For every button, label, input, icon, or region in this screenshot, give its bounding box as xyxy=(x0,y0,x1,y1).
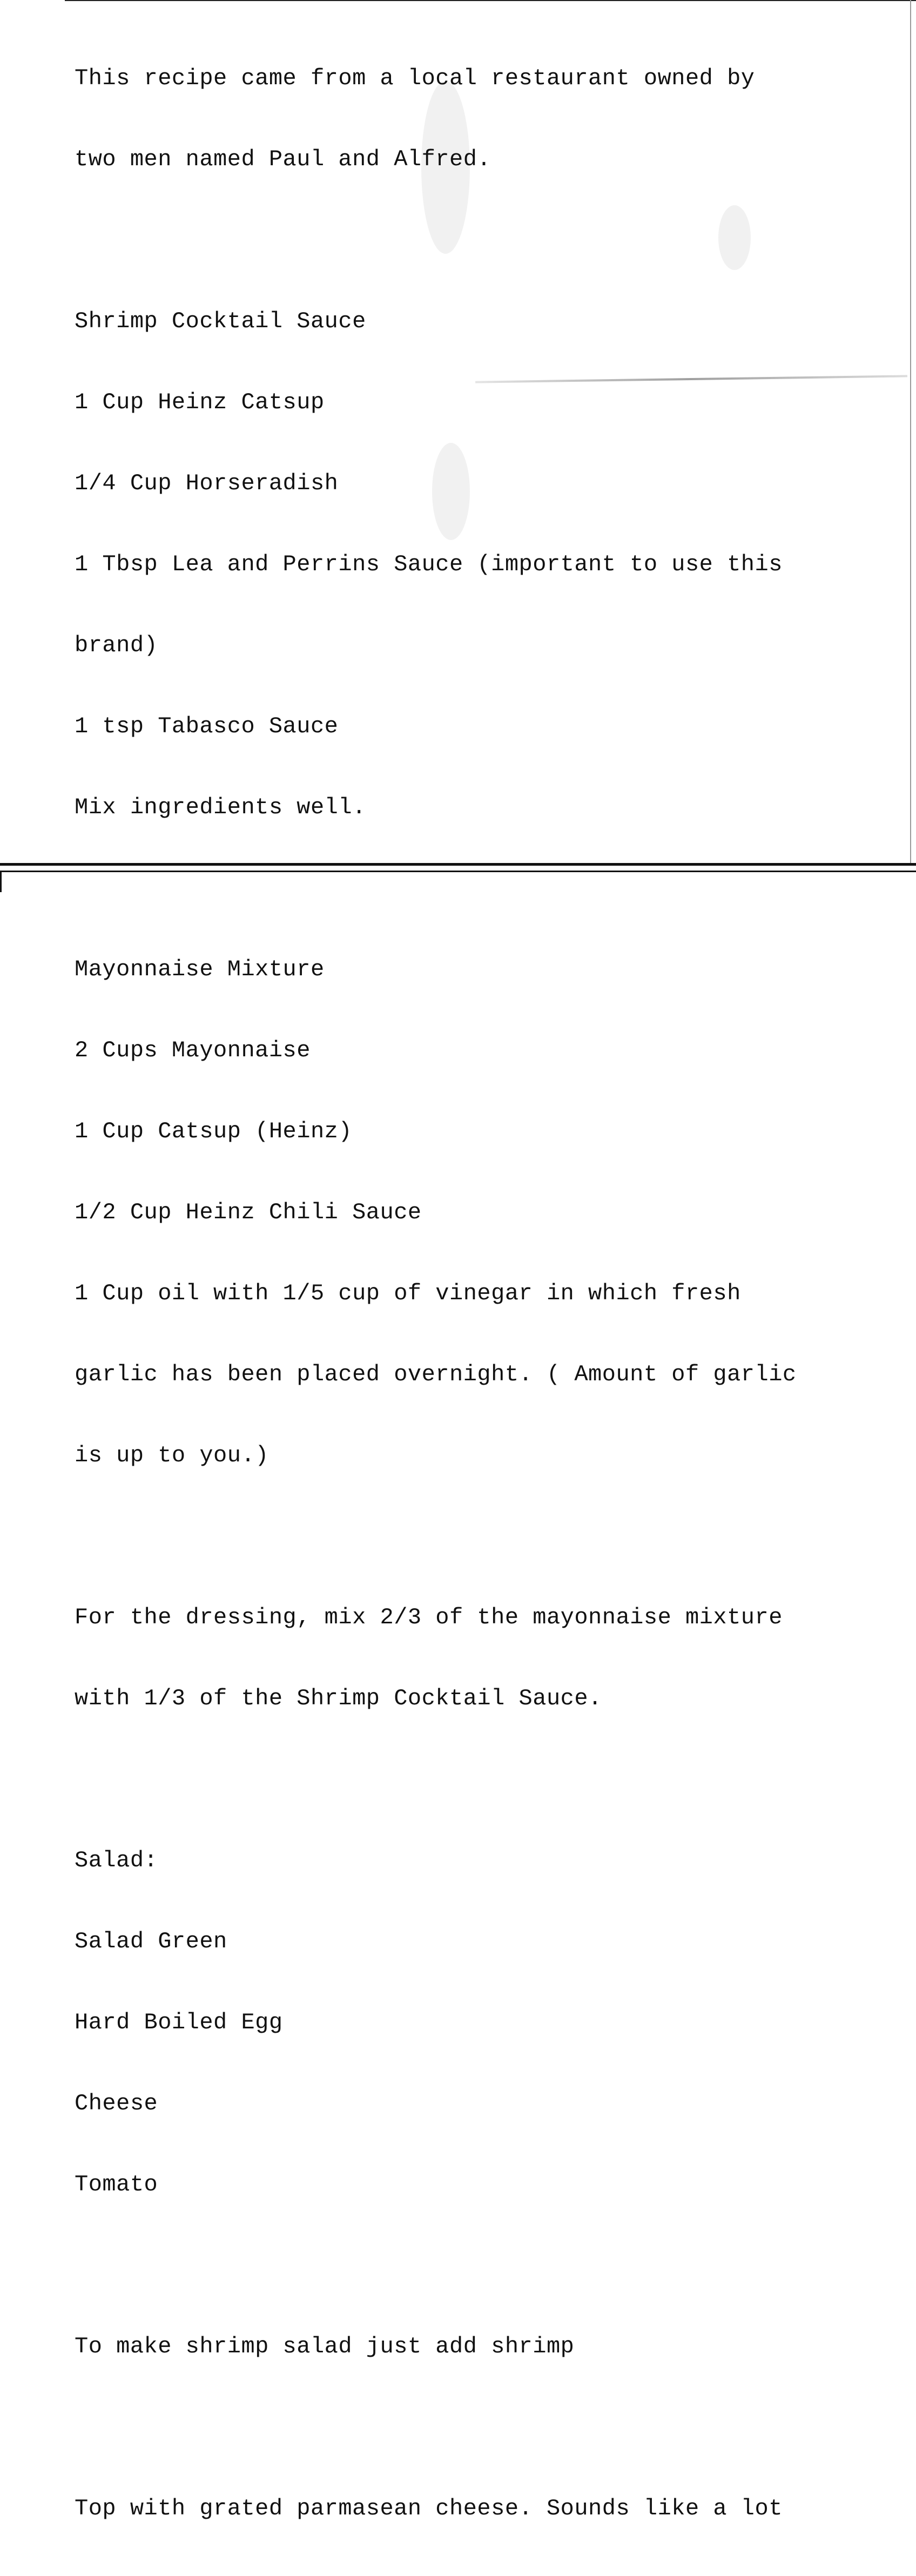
instruction-line: To make shrimp salad just add shrimp xyxy=(75,2334,575,2359)
scan-right-edge xyxy=(910,0,911,864)
text-line: two men named Paul and Alfred. xyxy=(75,146,491,172)
ingredient-line: brand) xyxy=(75,632,158,658)
ingredient-line: garlic has been placed overnight. ( Amount of garlic xyxy=(75,1361,797,1387)
section-heading-shrimp-cocktail-sauce: Shrimp Cocktail Sauce xyxy=(75,308,366,334)
blank-line xyxy=(75,227,852,254)
ingredient-line: 1/4 Cup Horseradish xyxy=(75,470,339,496)
ingredient-line: 1 Cup Heinz Catsup xyxy=(75,389,325,415)
blank-line xyxy=(75,1523,852,1550)
ingredient-line: 1 Cup oil with 1/5 cup of vinegar in which fresh xyxy=(75,1280,741,1306)
text-line: This recipe came from a local restaurant owned by xyxy=(75,65,755,91)
ingredient-line: Cheese xyxy=(75,2091,158,2116)
ingredient-line: Hard Boiled Egg xyxy=(75,2009,283,2035)
ingredient-line: 1/2 Cup Heinz Chili Sauce xyxy=(75,1199,422,1225)
instruction-line: For the dressing, mix 2/3 of the mayonnaise mixture xyxy=(75,1604,783,1630)
ingredient-line: 2 Cups Mayonnaise xyxy=(75,1037,311,1063)
scan-top-edge xyxy=(65,0,916,1)
blank-line xyxy=(75,2414,852,2441)
ingredient-line: 1 Tbsp Lea and Perrins Sauce (important to use this xyxy=(75,551,783,577)
ingredient-line: 1 Cup Catsup (Heinz) xyxy=(75,1118,353,1144)
blank-line xyxy=(75,2252,852,2279)
blank-line xyxy=(75,1766,852,1793)
next-page-edge xyxy=(0,871,916,892)
ingredient-line: Salad Green xyxy=(75,1928,227,1954)
recipe-text xyxy=(75,11,852,2576)
ingredient-line: is up to you.) xyxy=(75,1442,269,1468)
scan-bottom-edge xyxy=(0,863,916,866)
section-heading-salad: Salad: xyxy=(75,1847,158,1873)
ingredient-line: 1 tsp Tabasco Sauce xyxy=(75,713,339,739)
section-heading-mayonnaise-mixture: Mayonnaise Mixture xyxy=(75,956,325,982)
ingredient-line: Tomato xyxy=(75,2172,158,2197)
instruction-line: Top with grated parmasean cheese. Sounds like a lot xyxy=(75,2496,783,2521)
instruction-line: with 1/3 of the Shrimp Cocktail Sauce. xyxy=(75,1685,602,1711)
instruction-line: Mix ingredients well. xyxy=(75,794,366,820)
